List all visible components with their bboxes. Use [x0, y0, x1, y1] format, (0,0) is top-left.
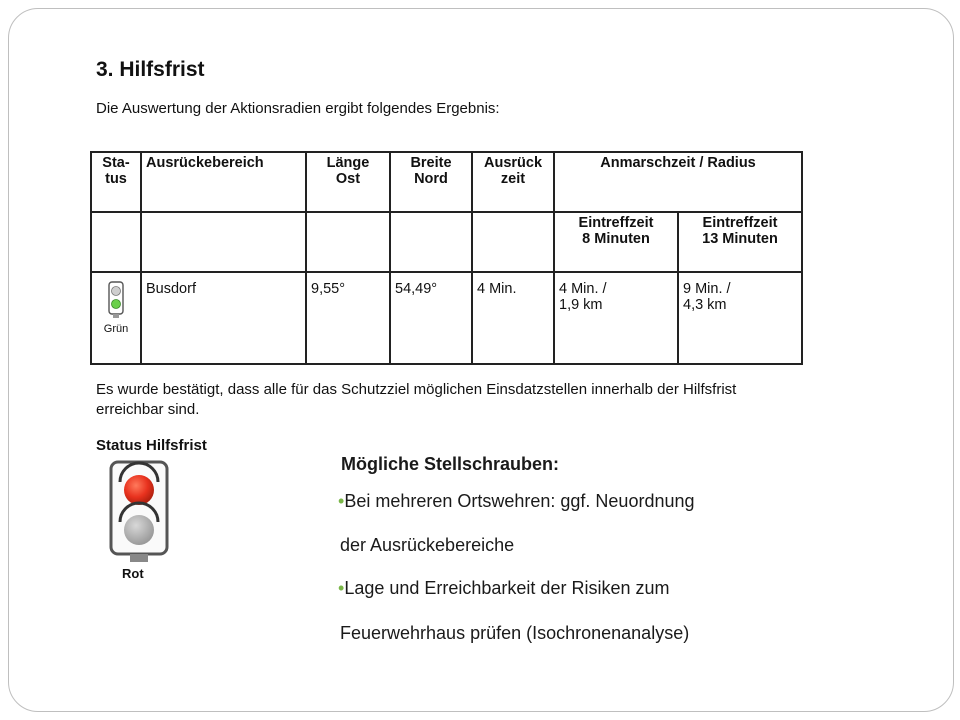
header-eintreff-13: Eintreffzeit 13 Minuten: [678, 212, 802, 272]
bullet-item: [338, 577, 669, 599]
table-header-row: [91, 152, 802, 212]
intro-text: Die Auswertung der Aktionsradien ergibt folgendes Ergebnis:: [96, 100, 500, 117]
traffic-light-red-icon: [108, 460, 170, 566]
sub-empty: [472, 212, 554, 272]
bullet-icon: •: [338, 491, 345, 511]
sub-empty: [141, 212, 306, 272]
cell-eintreff-13: 9 Min. / 4,3 km: [678, 272, 802, 364]
confirmation-text: Es wurde bestätigt, dass alle für das Schutzziel möglichen Einsdatzstellen innerhalb der Hilfsfrist erreichbar sind.: [96, 381, 737, 418]
header-ausrueck: Ausrück zeit: [472, 152, 554, 212]
header-anmarsch: Anmarschzeit / Radius: [554, 152, 802, 212]
bullet-continuation: der Ausrückebereiche: [340, 535, 515, 555]
traffic-light-green-icon: [107, 281, 125, 321]
sub-empty: [306, 212, 390, 272]
status-title: Status Hilfsfrist: [96, 437, 207, 454]
header-status: Sta- tus: [91, 152, 141, 212]
header-breite: Breite Nord: [390, 152, 472, 212]
header-bereich: Ausrückebereich: [141, 152, 306, 212]
bullet-icon: •: [338, 578, 345, 598]
bullet-text: Lage und Erreichbarkeit der Risiken zum: [344, 578, 670, 598]
status-cell: [91, 272, 141, 364]
sub-empty: [91, 212, 141, 272]
header-laenge: Länge Ost: [306, 152, 390, 212]
section-heading: 3. Hilfsfrist: [96, 58, 205, 81]
bullet-item: [338, 490, 695, 512]
cell-breite: 54,49°: [390, 272, 472, 364]
results-table: [90, 151, 803, 365]
cell-ausrueck: 4 Min.: [472, 272, 554, 364]
status-label-gruen: Grün: [103, 323, 129, 335]
table-row: [91, 272, 802, 364]
sub-empty: [390, 212, 472, 272]
header-eintreff-8: Eintreffzeit 8 Minuten: [554, 212, 678, 272]
table-subheader-row: [91, 212, 802, 272]
cell-bereich: Busdorf: [141, 272, 306, 364]
cell-eintreff-8: 4 Min. / 1,9 km: [554, 272, 678, 364]
cell-laenge: 9,55°: [306, 272, 390, 364]
bullet-text: Bei mehreren Ortswehren: ggf. Neuordnung: [344, 491, 695, 511]
stellschrauben-title: Mögliche Stellschrauben:: [341, 454, 560, 474]
bullet-continuation: Feuerwehrhaus prüfen (Isochronenanalyse): [340, 623, 690, 643]
status-label-rot: Rot: [122, 566, 144, 581]
